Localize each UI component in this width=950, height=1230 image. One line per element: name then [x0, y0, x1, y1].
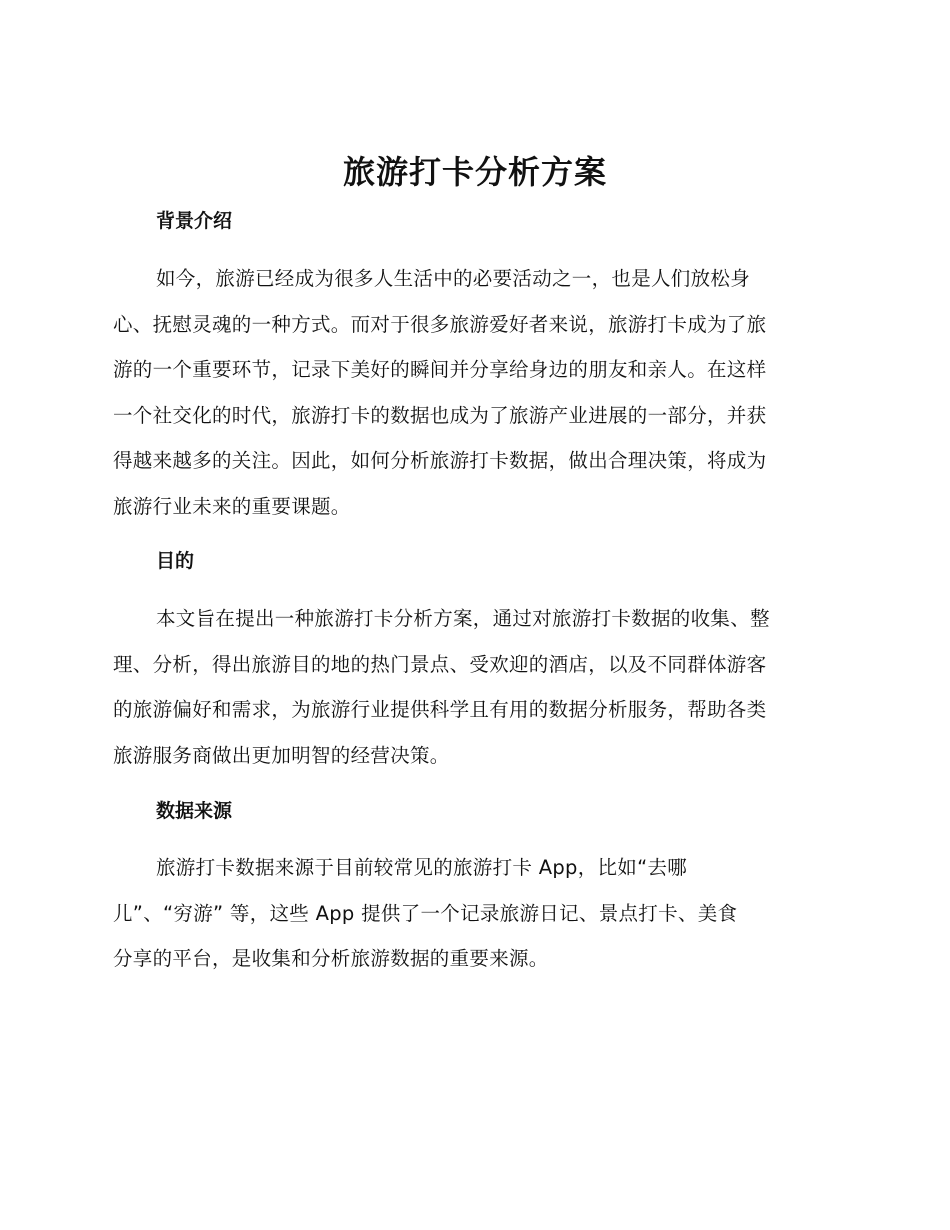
paragraph-line: 旅游行业未来的重要课题。	[113, 494, 351, 518]
paragraph-purpose	[113, 596, 833, 778]
paragraph-data-source	[113, 845, 833, 982]
paragraph-line: 理、分析，得出旅游目的地的热门景点、受欢迎的酒店，以及不同群体游客	[113, 652, 767, 676]
section-heading-data-source: 数据来源	[156, 800, 233, 822]
paragraph-line: 旅游服务商做出更加明智的经营决策。	[113, 743, 450, 767]
paragraph-line: 儿”、“穷游” 等，这些 App 提供了一个记录旅游日记、景点打卡、美食	[113, 901, 738, 925]
paragraph-line: 分享的平台，是收集和分析旅游数据的重要来源。	[113, 947, 549, 970]
paragraph-line: 心、抚慰灵魂的一种方式。而对于很多旅游爱好者来说，旅游打卡成为了旅	[113, 312, 767, 336]
paragraph-line: 本文旨在提出一种旅游打卡分析方案，通过对旅游打卡数据的收集、整	[156, 607, 770, 630]
paragraph-line: 如今，旅游已经成为很多人生活中的必要活动之一，也是人们放松身	[156, 267, 751, 290]
section-heading-background: 背景介绍	[156, 210, 233, 232]
paragraph-line: 游的一个重要环节，记录下美好的瞬间并分享给身边的朋友和亲人。在这样	[113, 358, 767, 381]
paragraph-line: 旅游打卡数据来源于目前较常见的旅游打卡 App，比如“去哪	[156, 856, 688, 879]
paragraph-line: 得越来越多的关注。因此，如何分析旅游打卡数据，做出合理决策，将成为	[113, 449, 767, 472]
paragraph-line: 一个社交化的时代，旅游打卡的数据也成为了旅游产业进展的一部分，并获	[113, 403, 767, 427]
section-heading-purpose: 目的	[156, 550, 195, 572]
document-title: 旅游打卡分析方案	[342, 153, 607, 191]
paragraph-background	[113, 256, 833, 529]
paragraph-line: 的旅游偏好和需求，为旅游行业提供科学且有用的数据分析服务，帮助各类	[113, 698, 767, 721]
